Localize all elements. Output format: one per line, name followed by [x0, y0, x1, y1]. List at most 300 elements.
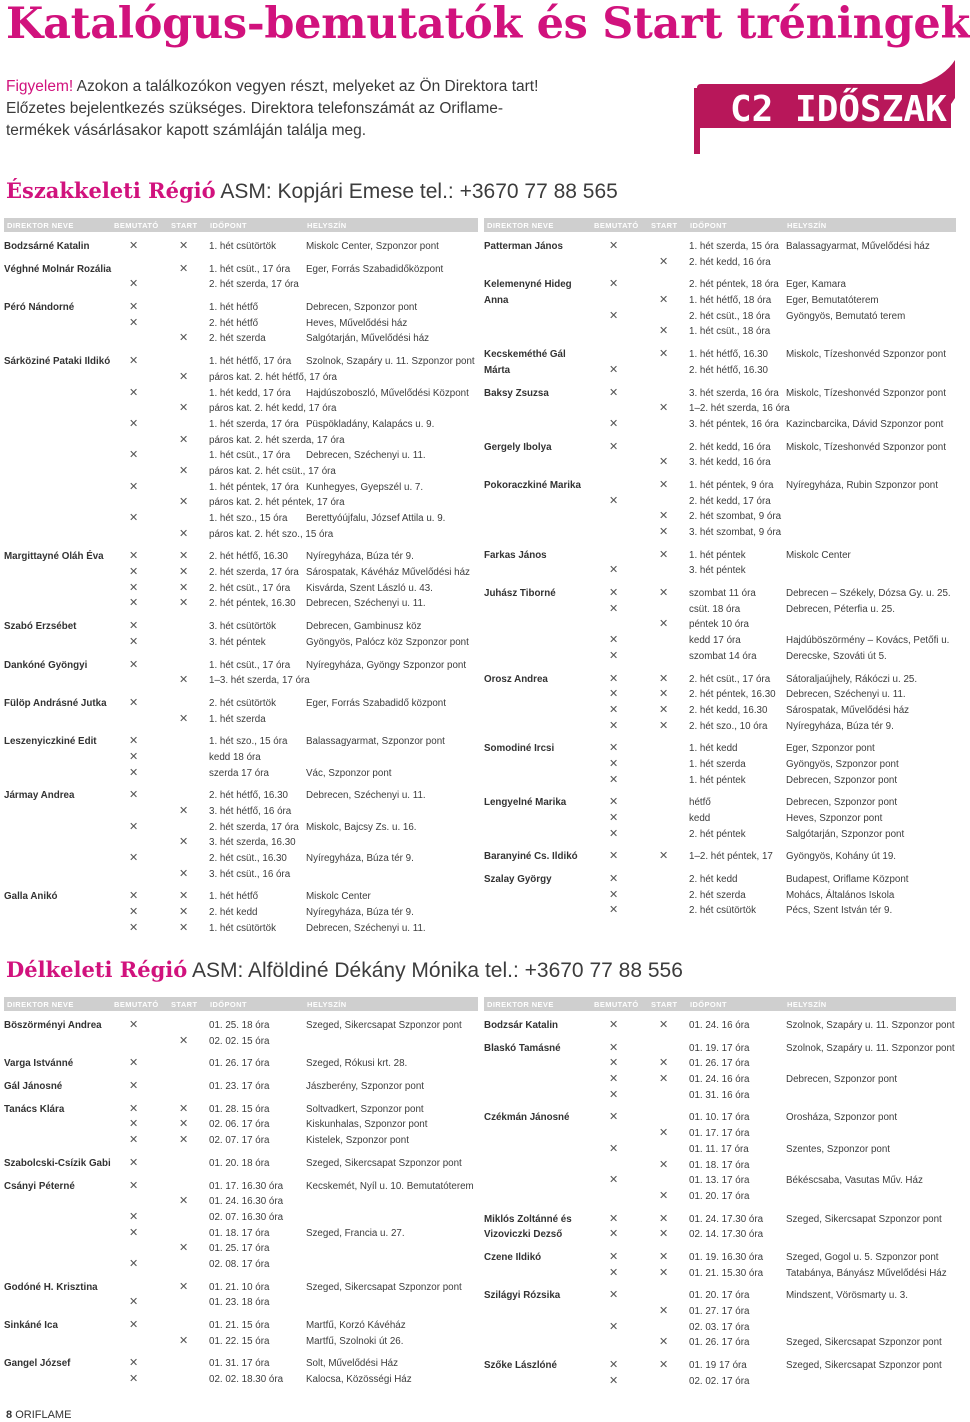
location-col-header: HELYSZÍN [787, 1000, 827, 1009]
session-time: 01. 19. 17 óra [689, 1042, 750, 1054]
table-header [4, 218, 478, 232]
start-mark: ✕ [659, 548, 669, 561]
director-name: Juhász Tiborné [484, 588, 556, 600]
schedule-row [4, 262, 478, 278]
session-location: Hajdúszoboszló, Művelődési Központ [306, 387, 469, 399]
demo-mark: ✕ [129, 735, 139, 748]
schedule-row [484, 903, 956, 919]
session-location: Miskolc, Bajcsy Zs. u. 16. [306, 821, 417, 833]
start-mark: ✕ [659, 456, 669, 469]
schedule-row [484, 255, 956, 271]
schedule-row [484, 401, 956, 417]
session-time: 3. hét péntek, 16 óra [689, 418, 779, 430]
demo-mark: ✕ [609, 1174, 619, 1187]
session-location: Szentes, Szponzor pont [786, 1143, 891, 1155]
session-location: Heves, Művelődési ház [306, 317, 408, 329]
demo-mark: ✕ [609, 1142, 619, 1155]
schedule-row [4, 1194, 478, 1210]
session-location: Salgótarján, Művelődési ház [306, 333, 430, 345]
session-location: Szeged, Sikercsapat Szponzor pont [786, 1360, 942, 1372]
page-footer [6, 1408, 71, 1422]
demo-mark: ✕ [129, 1179, 139, 1192]
schedule-row [4, 1372, 478, 1388]
demo-mark: ✕ [609, 796, 619, 809]
director-name: Szalay György [484, 874, 552, 886]
schedule-row [4, 1034, 478, 1050]
region-name: Délkeleti Régió [6, 957, 188, 982]
schedule-row [4, 889, 478, 905]
session-time: 02. 02. 15 óra [209, 1035, 270, 1047]
director-entry [484, 440, 956, 471]
session-time: 02. 07. 16.30 óra [209, 1211, 284, 1223]
session-time: páros kat. 2. hét hétfő, 17 óra [209, 371, 337, 383]
demo-mark: ✕ [129, 550, 139, 563]
director-name: Sinkáné Ica [4, 1320, 58, 1331]
session-location: Balassagyarmat, Művelődési ház [786, 241, 930, 252]
session-time: 3. hét szerda, 16 óra [689, 387, 779, 399]
session-location: Kistelek, Szponzor pont [306, 1135, 409, 1147]
session-time: 01. 25. 18 óra [209, 1020, 270, 1031]
director-entry [484, 386, 956, 433]
intro-notice [6, 76, 566, 142]
director-entry [4, 889, 478, 936]
session-time: 2. hét csüt., 18 óra [689, 310, 771, 322]
schedule-row [4, 1156, 478, 1172]
schedule-row [4, 401, 478, 417]
demo-mark: ✕ [129, 890, 139, 903]
session-time: 2. hét csütörtök [689, 905, 756, 917]
session-time: 01. 19. 16.30 óra [689, 1251, 764, 1263]
start-mark: ✕ [179, 597, 189, 610]
demo-mark: ✕ [129, 750, 139, 763]
schedule-row [4, 673, 478, 689]
start-mark: ✕ [179, 527, 189, 540]
start-mark: ✕ [659, 294, 669, 307]
schedule-row [484, 324, 956, 340]
schedule-row [484, 773, 956, 789]
director-entry [484, 277, 956, 340]
session-location: Gyöngyös, Bemutató terem [786, 310, 906, 322]
session-time: 01. 31. 17 óra [209, 1358, 270, 1370]
director-entry [484, 586, 956, 664]
director-name: Anna [484, 295, 509, 307]
start-mark: ✕ [179, 1118, 189, 1131]
session-location: Szeged, Sikercsapat Szponzor pont [786, 1213, 942, 1225]
schedule-row [4, 835, 478, 851]
schedule-row [484, 827, 956, 843]
schedule-row [484, 811, 956, 827]
demo-mark: ✕ [129, 480, 139, 493]
session-time: 01. 21. 15 óra [209, 1320, 270, 1331]
session-location: Debrecen, Széchenyi u. 11. [786, 689, 906, 701]
director-entry [4, 239, 478, 255]
director-name: Margittayné Oláh Éva [4, 551, 104, 563]
director-entry [484, 1110, 956, 1204]
schedule-row [484, 633, 956, 649]
session-time: 1–3. hét szerda, 17 óra [209, 675, 310, 687]
region-header-northeast [6, 178, 618, 205]
session-time: 01. 27. 17 óra [689, 1306, 750, 1317]
schedule-row [4, 239, 478, 255]
session-location: Nyíregyháza, Gyöngy Szponzor pont [306, 659, 467, 671]
demo-mark: ✕ [129, 417, 139, 430]
demo-mark: ✕ [129, 1226, 139, 1239]
schedule-row [4, 1334, 478, 1350]
session-location: Szeged, Francia u. 27. [306, 1227, 405, 1239]
schedule-row [484, 1056, 956, 1072]
session-location: Debrecen – Székely, Dózsa Gy. u. 25. [786, 588, 951, 600]
session-location: Sátoraljaújhely, Rákóczi u. 25. [786, 673, 918, 685]
session-time: 2. hét szerda, 17 óra [209, 567, 299, 579]
session-location: Nyíregyháza, Búza tér 9. [306, 853, 414, 865]
schedule-row [484, 849, 956, 865]
demo-mark: ✕ [609, 1374, 619, 1387]
demo-mark: ✕ [609, 494, 619, 507]
director-name: Bodzsárné Katalin [4, 241, 90, 252]
session-location: Debrecen, Szponzor pont [786, 1074, 898, 1086]
session-time: 01. 20. 17 óra [689, 1290, 750, 1302]
session-time: 01. 18. 17 óra [689, 1159, 750, 1171]
session-time: 02. 14. 17.30 óra [689, 1229, 764, 1241]
start-mark: ✕ [179, 1280, 189, 1293]
session-time: kedd [689, 813, 711, 824]
session-time: 01. 23. 17 óra [209, 1081, 270, 1093]
start-mark: ✕ [179, 805, 189, 817]
director-entry [484, 1041, 956, 1104]
schedule-row [4, 448, 478, 464]
schedule-row [484, 1126, 956, 1142]
session-time: 01. 19 17 óra [689, 1360, 747, 1372]
schedule-row [4, 565, 478, 581]
session-location: Miskolc Center, Szponzor pont [306, 241, 439, 252]
schedule-row [4, 1280, 478, 1296]
start-mark: ✕ [659, 1250, 669, 1263]
director-name: Godóné H. Krisztina [4, 1281, 98, 1293]
director-entry [484, 741, 956, 788]
session-time: 2. hét csütörtök [209, 697, 276, 709]
session-location: Martfű, Korzó Kávéház [306, 1320, 406, 1331]
page-number: 8 [6, 1409, 13, 1421]
schedule-row [4, 277, 478, 293]
director-entry [484, 1288, 956, 1351]
session-time: 2. hét kedd, 17 óra [689, 495, 771, 507]
schedule-row [4, 1295, 478, 1311]
session-time: 01. 28. 15 óra [209, 1103, 270, 1115]
period-banner-text: C2 IDŐSZAK [730, 89, 947, 130]
start-mark: ✕ [179, 1195, 189, 1208]
schedule-row [4, 921, 478, 937]
demo-mark: ✕ [129, 581, 139, 594]
start-mark: ✕ [179, 464, 189, 477]
director-entry [484, 849, 956, 865]
demo-mark: ✕ [609, 888, 619, 901]
start-mark: ✕ [179, 906, 189, 919]
schedule-row [4, 851, 478, 867]
session-time: 01. 26. 17 óra [689, 1337, 750, 1349]
schedule-row [484, 525, 956, 541]
session-location: Szolnok, Szapáry u. 11. Szponzor pont [786, 1020, 955, 1031]
session-location: Nyíregyháza, Búza tér 9. [786, 720, 894, 732]
schedule-row [484, 888, 956, 904]
session-location: Kisvárda, Szent László u. 43. [306, 582, 433, 594]
session-time: 2. hét péntek, 16.30 [689, 689, 776, 701]
session-location: Szeged, Sikercsapat Szponzor pont [306, 1281, 462, 1293]
session-time: 1. hét szo., 15 óra [209, 513, 288, 524]
session-time: 1. hét szerda [209, 713, 266, 725]
session-location: Szolnok, Szapáry u. 11. Szponzor pont [786, 1042, 955, 1054]
schedule-row [4, 804, 478, 820]
session-location: Debrecen, Péterfia u. 25. [786, 603, 895, 615]
session-time: kedd 18 óra [209, 751, 261, 763]
session-location: Kiskunhalas, Szponzor pont [306, 1119, 428, 1131]
session-time: 02. 02. 18.30 óra [209, 1374, 284, 1386]
schedule-row [484, 277, 956, 293]
schedule-row [4, 480, 478, 496]
director-name: Böszörményi Andrea [4, 1020, 102, 1031]
schedule-row [4, 1179, 478, 1195]
session-time: 3. hét péntek [209, 636, 266, 648]
schedule-row [484, 440, 956, 456]
location-col-header: HELYSZÍN [307, 221, 347, 230]
session-time: csüt. 18 óra [689, 603, 741, 615]
session-time: hétfő [689, 797, 711, 809]
schedule-row [4, 464, 478, 480]
time-col-header: IDŐPONT [690, 221, 727, 230]
director-name: Patterman János [484, 241, 563, 252]
demo-mark: ✕ [129, 1373, 139, 1386]
schedule-row [484, 417, 956, 433]
session-time: páros kat. 2. hét szo., 15 óra [209, 528, 334, 540]
start-mark: ✕ [659, 1127, 669, 1140]
start-mark: ✕ [659, 325, 669, 338]
start-mark: ✕ [659, 1019, 669, 1031]
session-time: 1. hét kedd [689, 743, 738, 755]
demo-mark: ✕ [609, 1289, 619, 1302]
session-location: Debrecen, Gambinusz köz [306, 621, 422, 633]
director-entry [4, 300, 478, 347]
session-time: 2. hét hétfő, 16.30 [209, 790, 288, 802]
demo-col-header: BEMUTATÓ [594, 221, 639, 230]
schedule-row [4, 495, 478, 511]
schedule-row [4, 1241, 478, 1257]
start-mark: ✕ [659, 1073, 669, 1086]
session-time: 2. hét kedd, 16 óra [689, 256, 771, 268]
session-location: Eger, Szponzor pont [786, 743, 875, 755]
start-mark: ✕ [179, 496, 189, 509]
session-time: 2. hét csüt., 16.30 [209, 853, 287, 865]
start-col-header: START [171, 221, 198, 230]
start-mark: ✕ [179, 1242, 189, 1255]
director-entry [484, 795, 956, 842]
schedule-row [4, 1210, 478, 1226]
director-name: Pokoraczkiné Marika [484, 479, 581, 491]
schedule-row [484, 509, 956, 525]
session-location: Debrecen, Széchenyi u. 11. [306, 598, 426, 610]
session-time: szerda 17 óra [209, 767, 269, 779]
session-time: 1. hét péntek, 9 óra [689, 479, 774, 491]
start-mark: ✕ [179, 867, 189, 880]
schedule-row [484, 795, 956, 811]
session-location: Solt, Művelődési Ház [306, 1358, 399, 1370]
session-location: Debrecen, Szponzor pont [786, 797, 898, 809]
session-time: páros kat. 2. hét csüt., 17 óra [209, 465, 336, 477]
session-time: 02. 02. 17 óra [689, 1375, 750, 1387]
demo-mark: ✕ [609, 417, 619, 430]
demo-mark: ✕ [609, 440, 619, 453]
director-name: Baranyiné Cs. Ildikó [484, 851, 578, 863]
demo-mark: ✕ [129, 1118, 139, 1131]
session-time: 01. 24. 16 óra [689, 1020, 750, 1031]
schedule-row [484, 672, 956, 688]
schedule-table [4, 218, 478, 937]
demo-mark: ✕ [129, 1134, 139, 1147]
schedule-row [4, 331, 478, 347]
session-location: Gyöngyös, Palócz köz Szponzor pont [306, 636, 469, 648]
start-mark: ✕ [179, 240, 189, 252]
demo-mark: ✕ [129, 240, 139, 252]
session-time: 01. 24. 17.30 óra [689, 1213, 764, 1225]
session-time: 1. hét kedd, 17 óra [209, 387, 291, 399]
session-location: Debrecen, Szponzor pont [786, 774, 898, 786]
start-mark: ✕ [659, 526, 669, 538]
schedule-row [484, 872, 956, 888]
start-mark: ✕ [659, 510, 669, 523]
start-mark: ✕ [179, 550, 189, 563]
director-name: Péró Nándorné [4, 302, 75, 314]
director-name: Czene Ildikó [484, 1251, 542, 1263]
schedule-row [4, 696, 478, 712]
director-entry [4, 1018, 478, 1049]
demo-mark: ✕ [609, 873, 619, 886]
demo-col-header: BEMUTATÓ [114, 221, 159, 230]
director-entry [4, 549, 478, 612]
start-mark: ✕ [179, 566, 189, 579]
schedule-row [484, 687, 956, 703]
schedule-row [4, 1117, 478, 1133]
schedule-row [4, 867, 478, 883]
schedule-row [484, 1358, 956, 1374]
demo-mark: ✕ [129, 635, 139, 648]
start-mark: ✕ [179, 1102, 189, 1115]
session-time: 2. hét szerda [689, 889, 746, 901]
start-mark: ✕ [179, 370, 189, 383]
demo-mark: ✕ [129, 1210, 139, 1223]
time-col-header: IDŐPONT [210, 221, 247, 230]
schedule-row [484, 386, 956, 402]
demo-mark: ✕ [609, 1057, 619, 1070]
session-location: Debrecen, Széchenyi u. 11. [306, 790, 426, 802]
session-location: Derecske, Szováti út 5. [786, 650, 887, 662]
director-entry [484, 239, 956, 270]
session-time: 1. hét csüt., 17 óra [209, 263, 291, 275]
session-time: páros kat. 2. hét péntek, 17 óra [209, 497, 345, 509]
director-name: Jármay Andrea [4, 790, 75, 802]
director-entry [484, 478, 956, 541]
schedule-row [484, 293, 956, 309]
session-location: Gyöngyös, Szponzor pont [786, 758, 899, 770]
demo-mark: ✕ [609, 703, 619, 716]
schedule-row [484, 1173, 956, 1189]
schedule-row [4, 316, 478, 332]
session-time: páros kat. 2. hét kedd, 17 óra [209, 403, 337, 415]
session-time: 2. hét csüt., 17 óra [689, 673, 771, 685]
schedule-row [484, 563, 956, 579]
schedule-row [4, 788, 478, 804]
schedule-table [4, 997, 478, 1388]
schedule-row [4, 619, 478, 635]
demo-mark: ✕ [129, 820, 139, 833]
session-location: Debrecen, Szponzor pont [306, 302, 418, 314]
demo-mark: ✕ [129, 316, 139, 329]
session-time: 02. 06. 17 óra [209, 1119, 270, 1131]
director-entry [484, 672, 956, 735]
demo-mark: ✕ [129, 301, 139, 314]
start-mark: ✕ [659, 1359, 669, 1372]
start-col-header: START [651, 221, 678, 230]
demo-mark: ✕ [129, 696, 139, 709]
session-time: 1. hét hétfő, 17 óra [209, 356, 292, 368]
session-time: 01. 20. 18 óra [209, 1157, 270, 1169]
start-mark: ✕ [659, 850, 669, 863]
director-entry [484, 1018, 956, 1034]
session-location: Orosháza, Szponzor pont [786, 1112, 898, 1124]
demo-mark: ✕ [609, 742, 619, 755]
session-location: Nyíregyháza, Rubin Szponzor pont [786, 479, 938, 491]
session-location: Szeged, Sikercsapat Szponzor pont [306, 1157, 462, 1169]
session-time: 01. 23. 18 óra [209, 1297, 270, 1309]
session-time: péntek 10 óra [689, 619, 749, 631]
start-mark: ✕ [179, 1134, 189, 1147]
session-location: Debrecen, Széchenyi u. 11. [306, 922, 426, 934]
director-name: Varga Istvánné [4, 1058, 74, 1070]
director-entry [4, 1318, 478, 1349]
session-time: 1. hét szerda, 15 óra [689, 241, 779, 252]
schedule-row [4, 1257, 478, 1273]
start-mark: ✕ [179, 1334, 189, 1347]
session-location: Püspökladány, Kalapács u. 9. [306, 418, 435, 430]
start-mark: ✕ [659, 1336, 669, 1349]
schedule-row [4, 417, 478, 433]
director-name: Miklós Zoltánné és [484, 1213, 572, 1225]
session-time: 2. hét hétfő, 16.30 [209, 551, 288, 563]
director-entry [4, 1179, 478, 1273]
session-time: 02. 07. 17 óra [209, 1135, 270, 1147]
footer-brand: ORIFLAME [15, 1409, 72, 1421]
director-entry [484, 548, 956, 579]
session-location: Eger, Forrás Szabadidőközpont [306, 263, 444, 275]
session-time: 01. 31. 16 óra [689, 1089, 750, 1101]
schedule-row [4, 1318, 478, 1334]
schedule-row [4, 820, 478, 836]
schedule-row [4, 750, 478, 766]
session-location: Békéscsaba, Vasutas Műv. Ház [786, 1175, 923, 1187]
session-time: 3. hét szombat, 9 óra [689, 527, 782, 538]
session-time: szombat 14 óra [689, 650, 757, 662]
demo-mark: ✕ [129, 1156, 139, 1169]
director-name: Szabolcski-Csízik Gabi [4, 1157, 111, 1169]
demo-mark: ✕ [129, 658, 139, 671]
session-time: 2. hét kedd, 16.30 [689, 704, 768, 716]
director-entry [484, 347, 956, 378]
session-time: 1. hét péntek, 17 óra [209, 481, 299, 493]
session-time: 01. 26. 17 óra [689, 1058, 750, 1070]
session-time: 2. hét hétfő, 16.30 [689, 364, 768, 376]
session-location: Mohács, Általános Iskola [786, 889, 895, 901]
director-name: Lengyelné Marika [484, 797, 567, 809]
schedule-row [484, 703, 956, 719]
session-location: Mindszent, Vörösmarty u. 3. [786, 1290, 908, 1302]
director-entry [4, 1280, 478, 1311]
